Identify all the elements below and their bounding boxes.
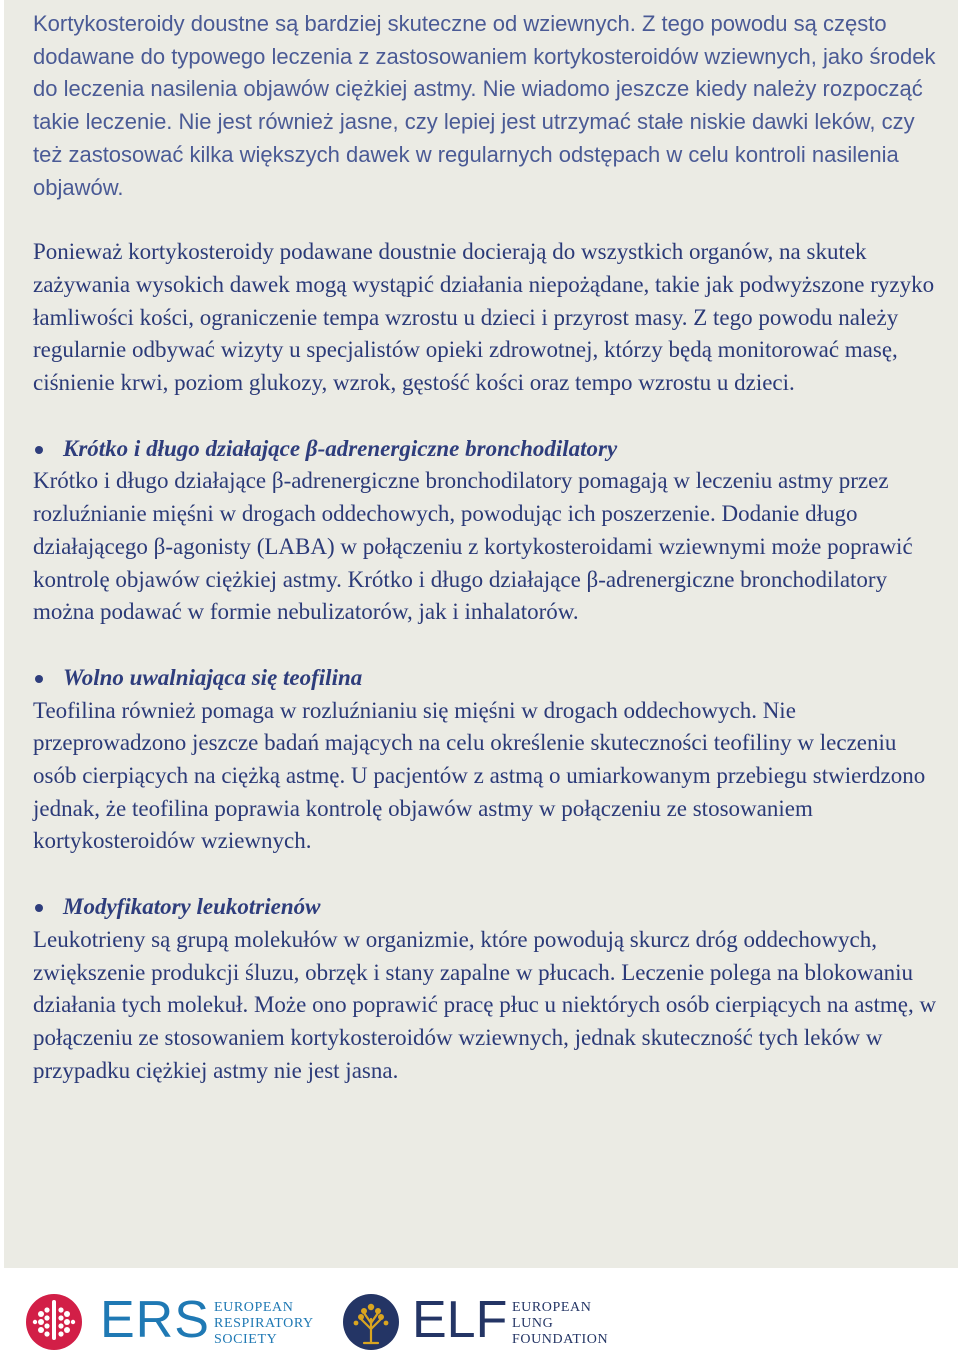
section-heading-text: Wolno uwalniająca się teofilina <box>63 664 363 690</box>
section-heading-text: Modyfikatory leukotrienów <box>63 894 321 920</box>
intro-paragraph: Kortykosteroidy doustne są bardziej skuteczne od wziewnych. Z tego powodu są często dodawane do typowego leczenia z zastosowaniem kortykosteroidów wziewnych, jako środek do leczenia nasilenia objawów ciężkiej astmy. Nie wiadomo jeszcze kiedy należy rozpocząć takie leczenie. Nie jest również jasne, czy lepiej jest utrzymać stałe niskie dawki leków, czy też zastosować kilka większych dawek w regularnych odstępach w celu kontroli nasilenia objawów. <box>33 11 936 200</box>
side-effects-paragraph: Ponieważ kortykosteroidy podawane doustnie docierają do wszystkich organów, na skutek zażywania wysokich dawek mogą wystąpić działania niepożądane, takie jak podwyższone ryzyko łamliwości kości, ograniczenie tempa wzrostu u dzieci i przyrost masy. Z tego powodu należy regularnie odbywać wizyty u specjalistów opieki zdrowotnej, którzy będą monitorować masę, ciśnienie krwi, poziom glukozy, wzrok, gęstość kości oraz tempo wzrostu u dzieci. <box>33 239 935 396</box>
footer <box>0 1268 960 1358</box>
section-body-leukotriene: Leukotrieny są grupą molekułów w organizmie, które powodują skurcz dróg oddechowych, zwiększenie produkcji śluzu, obrzęk i stany zapalne w płucach. Leczenie polega na blokowaniu działania tych molekuł. Może ono poprawić pracę płuc u niektórych osób cierpiących na astmę, w połączeniu ze stosowaniem kortykosteroidów wziewnych, jednak skuteczność tych leków w przypadku ciężkiej astmy nie jest jasna. <box>33 926 937 1083</box>
elf-name-line: FOUNDATION <box>512 1332 609 1347</box>
elf-name-line: LUNG <box>512 1316 554 1331</box>
section-body-bronchodilators: Krótko i długo działające β-adrenergiczne bronchodilatory pomagają w leczeniu astmy przez rozluźnianie mięśni w drogach oddechowych, powodując ich poszerzenie. Dodanie długo działającego β-agonisty (LABA) w połączeniu z kortykosteroidami wziewnymi może poprawić kontrolę objawów ciężkiej astmy. Krótko i długo działające β-adrenergiczne bronchodilatory można podawać w formie nebulizatorów, jak i inhalatorów. <box>33 468 913 625</box>
elf-name-line: EUROPEAN <box>512 1300 592 1315</box>
section-heading-text: Krótko i długo działające β-adrenergiczne bronchodilatory <box>63 435 618 461</box>
ers-name-line: SOCIETY <box>214 1332 278 1347</box>
ers-name-line: EUROPEAN <box>214 1300 294 1315</box>
bullet-icon <box>35 904 43 912</box>
section-heading-theophylline <box>33 662 938 695</box>
ers-name-line: RESPIRATORY <box>214 1316 314 1331</box>
section-heading-bronchodilators <box>33 433 938 466</box>
bullet-icon <box>35 675 43 683</box>
section-heading-leukotriene <box>33 891 938 924</box>
elf-acronym: ELF <box>412 1291 508 1349</box>
page-panel <box>4 0 958 1268</box>
elf-tree-icon <box>342 1293 400 1351</box>
ers-full-name <box>214 1300 314 1348</box>
ers-acronym: ERS <box>100 1291 210 1349</box>
document-body <box>33 8 938 1087</box>
elf-full-name <box>512 1300 608 1348</box>
section-body-theophylline: Teofilina również pomaga w rozluźnianiu się mięśni w drogach oddechowych. Nie przeprowadzono jeszcze badań mających na celu określenie skuteczności teofiliny w leczeniu osób cierpiących na ciężką astmę. U pacjentów z astmą o umiarkowanym przebiegu stwierdzono jednak, że teofilina poprawia kontrolę objawów astmy w połączeniu ze stosowaniem kortykosteroidów wziewnych. <box>33 697 926 854</box>
bullet-icon <box>35 446 43 454</box>
ers-lungs-icon <box>24 1292 84 1352</box>
